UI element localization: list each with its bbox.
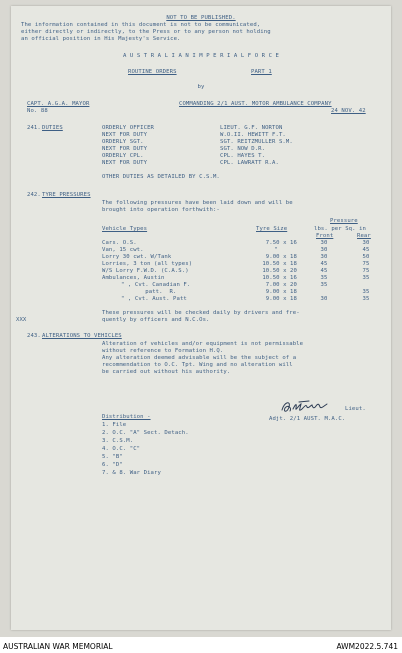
tyre-vehicle: Lorries, 3 ton (all types) <box>102 261 193 267</box>
duty-person: CPL. HAYES T. <box>220 153 266 159</box>
duty-role: NEXT FOR DUTY <box>102 132 148 138</box>
handwritten-signature <box>279 396 337 418</box>
alterations-line: Alteration of vehicles and/or equipment is not permissable <box>102 341 304 347</box>
alterations-line: recommendation to O.C. Tpt. Wing and no alteration will <box>102 362 293 368</box>
tyre-closing-line: quently by officers and N.C.Os. <box>102 317 210 323</box>
tyre-size: 10.50 x 18 <box>262 261 297 267</box>
tyre-front: 45 <box>320 268 328 274</box>
tyre-size: 10.50 x 16 <box>262 275 297 281</box>
duty-person: LIEUT. G.F. NORTON <box>220 125 283 131</box>
tyre-size: 9.00 x 18 <box>265 289 297 295</box>
footer-accession: AWM2022.5.741 <box>336 642 398 651</box>
tyre-vehicle: patt. R. <box>121 289 177 295</box>
order-date: 24 NOV. 42 <box>331 108 366 114</box>
security-notice-line: either directly or indirectly, to the Press or to any person not holding <box>21 29 271 35</box>
orders-title: ROUTINE ORDERS <box>128 69 177 75</box>
duty-role: ORDERLY OFFICER <box>102 125 155 131</box>
document-page <box>11 6 391 630</box>
order-number: No. 88 <box>27 108 48 114</box>
duty-role: ORDERLY CPL. <box>102 153 144 159</box>
distribution-item: 4. O.C. "C" <box>102 446 141 452</box>
tyre-front: 35 <box>320 282 328 288</box>
other-duties: OTHER DUTIES AS DETAILED BY C.S.M. <box>102 174 220 180</box>
security-notice-line: an official position in His Majesty's Service. <box>21 36 181 42</box>
duty-role: NEXT FOR DUTY <box>102 146 148 152</box>
tyre-rear: 50 <box>362 254 370 260</box>
distribution-item: 3. C.S.M. <box>102 438 134 444</box>
distribution-item: 2. O.C. "A" Sect. Detach. <box>102 430 189 436</box>
distribution-item: 7. & 8. War Diary <box>102 470 161 476</box>
tyre-vehicle: " , Cvt. Canadian F. <box>121 282 191 288</box>
distribution-item: 1. File <box>102 422 127 428</box>
tyre-vehicle: W/S Lorry F.W.D. (C.A.S.) <box>102 268 189 274</box>
tyre-front: 30 <box>320 247 328 253</box>
tyre-vehicle: Cars. O.S. <box>102 240 137 246</box>
tyre-size: 7.00 x 20 <box>265 282 297 288</box>
duty-person: SGT. NOW D.R. <box>220 146 266 152</box>
tyre-front: 30 <box>320 296 328 302</box>
force-title: A U S T R A L I A N I M P E R I A L F O R C E <box>122 53 280 59</box>
alterations-line: without reference to Formation H.Q. <box>102 348 224 354</box>
header-vehicle: Vehicle Types <box>102 226 148 232</box>
commander-role: COMMANDING 2/1 AUST. MOTOR AMBULANCE COMPANY <box>179 101 332 107</box>
security-heading: NOT TO BE PUBLISHED. <box>166 15 236 21</box>
tyre-size: 7.50 x 16 <box>265 240 297 246</box>
tyre-rear: 75 <box>362 268 370 274</box>
tyre-intro-line: brought into operation forthwith:- <box>102 207 220 213</box>
header-size: Tyre Size <box>256 226 288 232</box>
tyre-front: 30 <box>320 240 328 246</box>
tyre-front: 45 <box>320 261 328 267</box>
tyre-size: 9.00 x 18 <box>265 296 297 302</box>
by-line: by <box>197 84 205 90</box>
distribution-title: Distribution - <box>102 414 151 420</box>
tyre-closing-line: These pressures will be checked daily by drivers and fre- <box>102 310 300 316</box>
header-front: Front <box>316 233 334 239</box>
distribution-item: 6. "D" <box>102 462 123 468</box>
header-rear: Rear <box>357 233 371 239</box>
alterations-line: be carried out without his authority. <box>102 369 231 375</box>
duty-role: ORDERLY SGT. <box>102 139 144 145</box>
tyre-rear: 30 <box>362 240 370 246</box>
header-pressure: Pressure <box>330 218 358 224</box>
alterations-title: ALTERATIONS TO VEHICLES <box>42 333 122 339</box>
duties-number: 241. <box>27 125 41 131</box>
tyre-rear: 45 <box>362 247 370 253</box>
orders-part: PART 1 <box>251 69 272 75</box>
margin-mark: XXX <box>16 317 27 323</box>
alterations-line: Any alteration deemed advisable will be the subject of a <box>102 355 297 361</box>
tyre-front: 35 <box>320 275 328 281</box>
duty-person: W.O.II. HEWITT F.T. <box>220 132 286 138</box>
header-unit: lbs. per Sq. in <box>314 226 367 232</box>
duties-title: DUTIES <box>42 125 63 131</box>
tyre-intro-line: The following pressures have been laid down and will be <box>102 200 293 206</box>
alterations-number: 243. <box>27 333 41 339</box>
tyre-front: 30 <box>320 254 328 260</box>
tyre-title: TYRE PRESSURES <box>42 192 91 198</box>
security-notice-line: The information contained in this document is not to be communicated, <box>21 22 261 28</box>
commander-name: CAPT. A.G.A. MAYOR <box>27 101 90 107</box>
signature-rank: Lieut. <box>345 406 366 412</box>
tyre-number: 242. <box>27 192 41 198</box>
tyre-rear: 35 <box>362 289 370 295</box>
tyre-size: 10.50 x 20 <box>262 268 297 274</box>
tyre-vehicle: Lorry 30 cwt. W/Tank <box>102 254 172 260</box>
duty-person: CPL. LAWRATT R.A. <box>220 160 279 166</box>
signature-appointment: Adjt. 2/1 AUST. M.A.C. <box>269 416 346 422</box>
tyre-vehicle: Ambulances, Austin <box>102 275 165 281</box>
tyre-rear: 35 <box>362 296 370 302</box>
tyre-size: " <box>274 247 278 253</box>
tyre-vehicle: Van, 15 cwt. <box>102 247 144 253</box>
duty-person: SGT. REITZMULLER S.M. <box>220 139 293 145</box>
tyre-rear: 35 <box>362 275 370 281</box>
tyre-vehicle: " , Cvt. Aust. Patt <box>121 296 187 302</box>
distribution-item: 5. "B" <box>102 454 123 460</box>
tyre-rear: 75 <box>362 261 370 267</box>
footer-institution: AUSTRALIAN WAR MEMORIAL <box>3 642 113 651</box>
duty-role: NEXT FOR DUTY <box>102 160 148 166</box>
tyre-size: 9.00 x 18 <box>265 254 297 260</box>
